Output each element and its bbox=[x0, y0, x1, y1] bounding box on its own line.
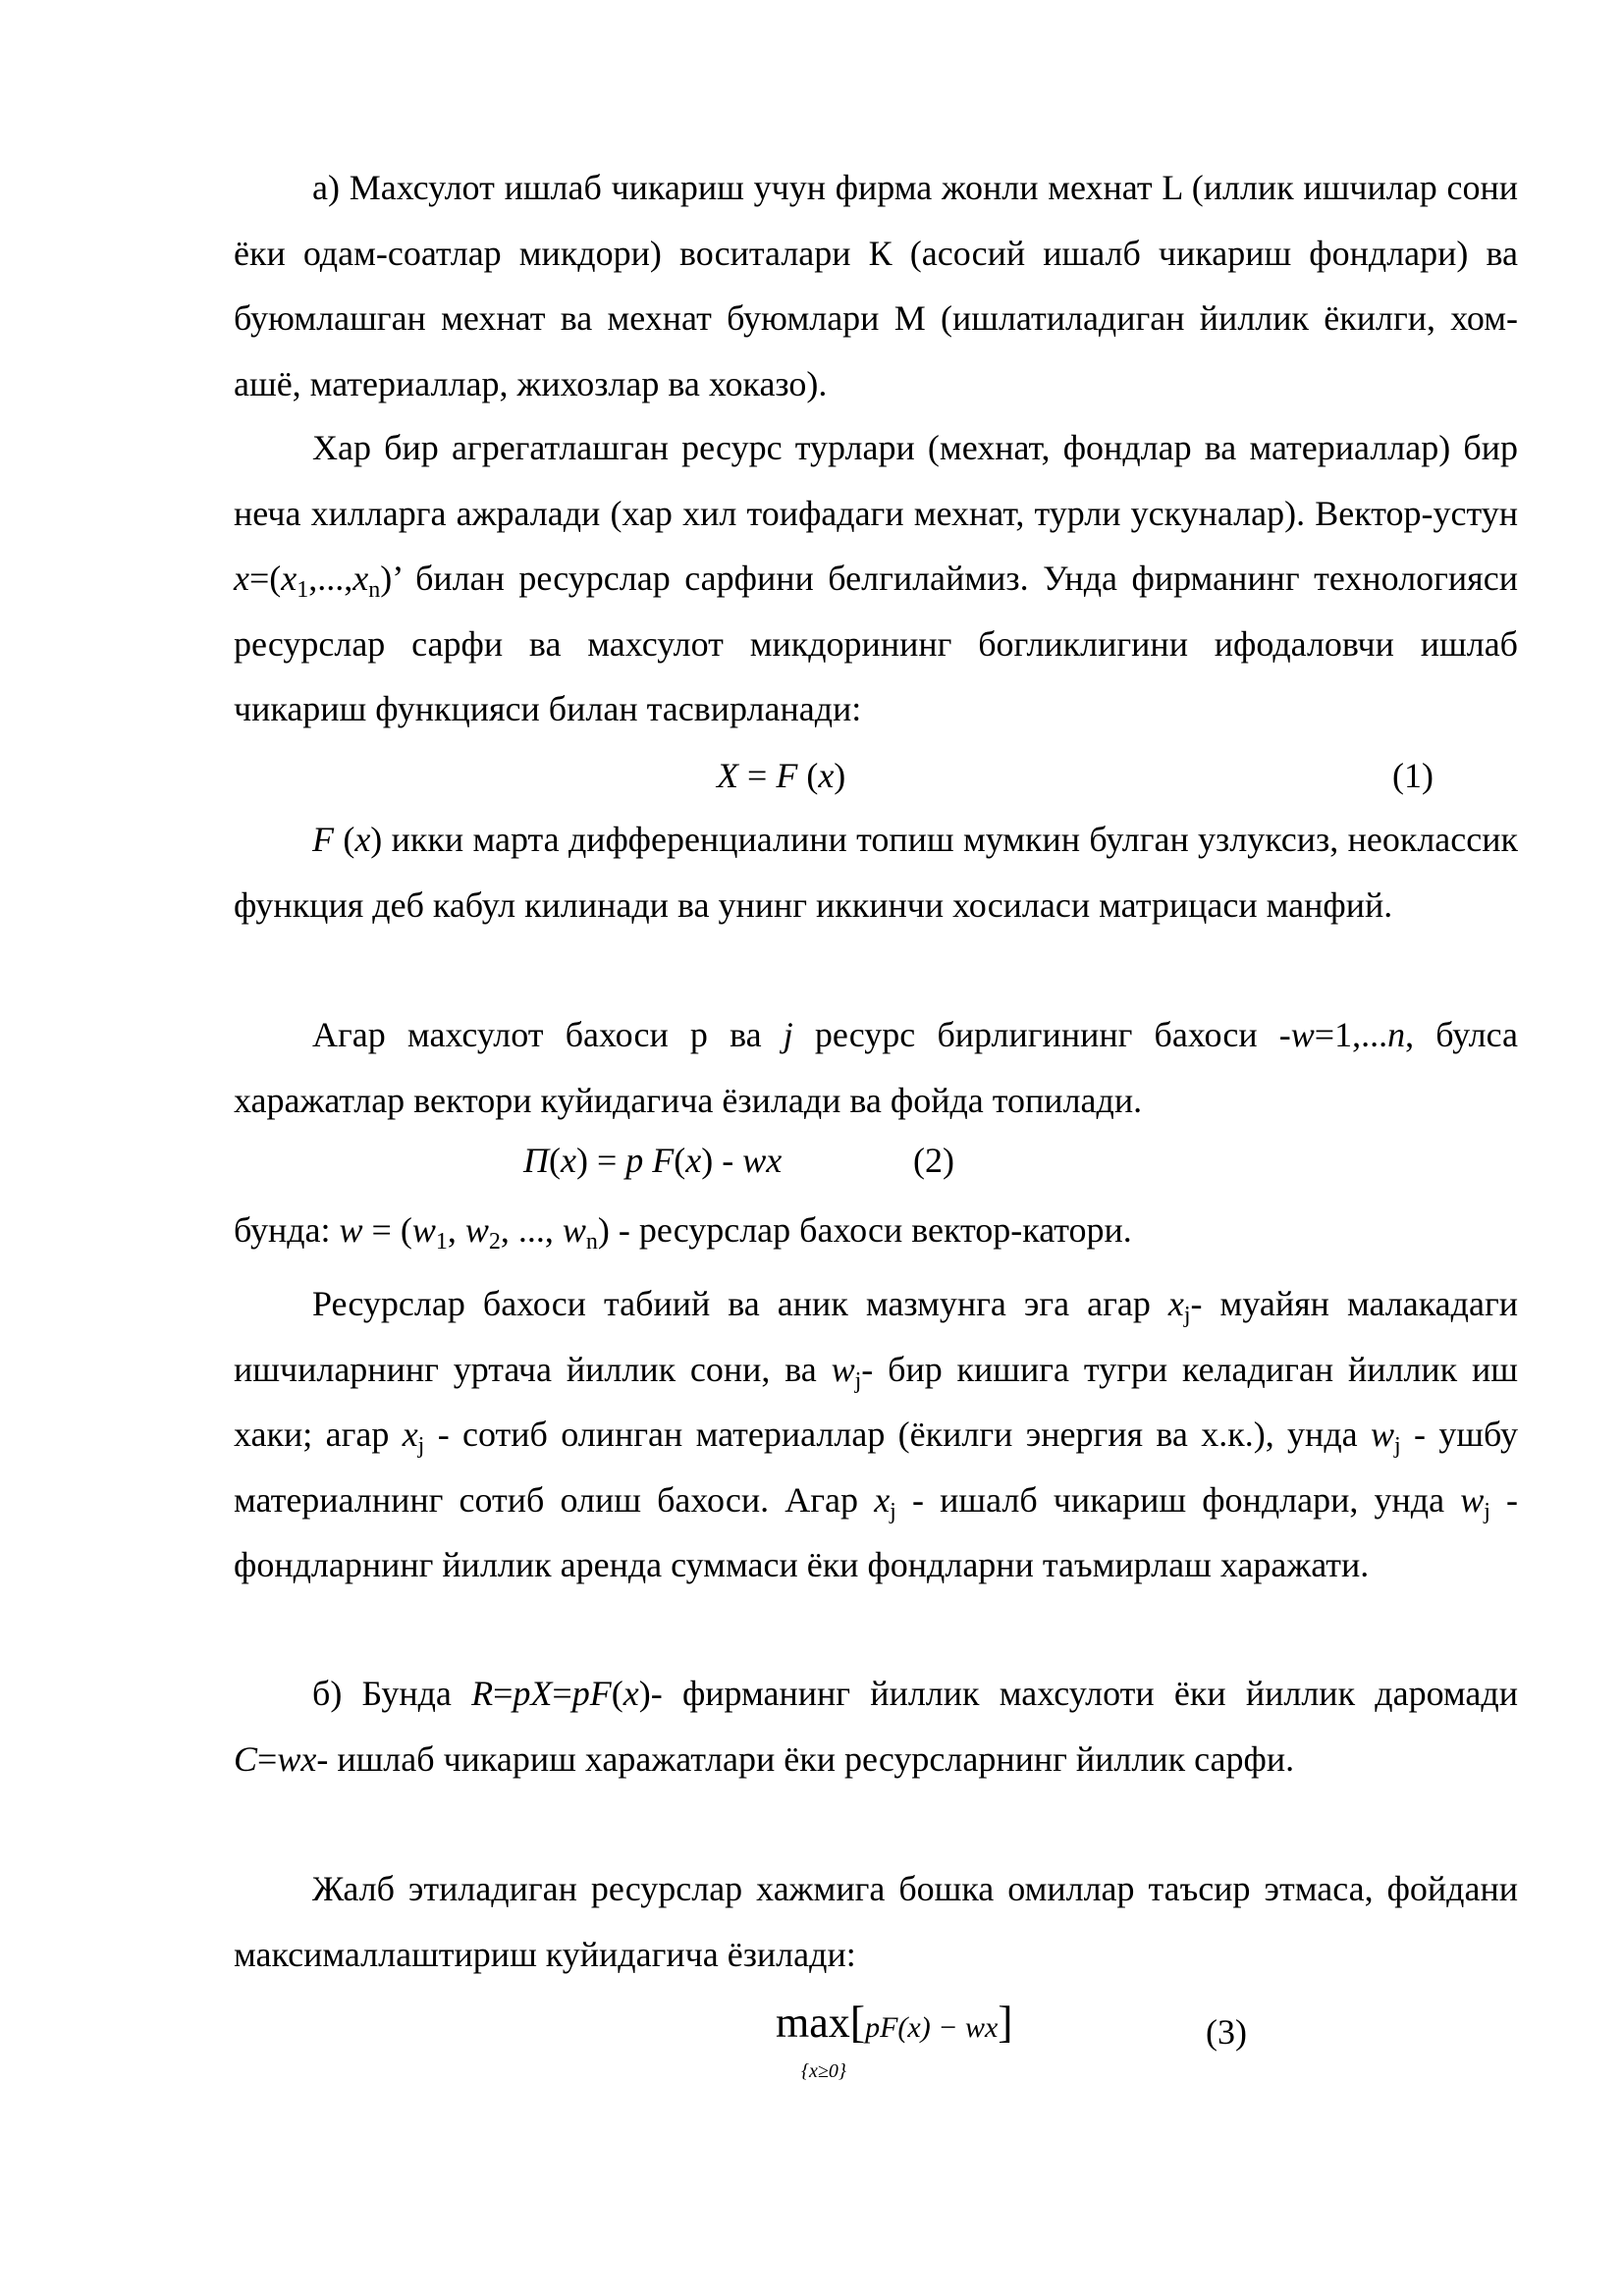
math-variable: F bbox=[312, 820, 334, 859]
math-operator: = ( bbox=[362, 1210, 412, 1250]
paragraph-revenue-costs bbox=[234, 1661, 1518, 1791]
paragraph-text: - бир кишига тугри келадиган йиллик иш хаки; агар bbox=[234, 1349, 1518, 1454]
math-operator: ( bbox=[611, 1674, 623, 1713]
math-variable: w bbox=[464, 1210, 489, 1250]
math-subscript: 1 bbox=[435, 1229, 448, 1255]
math-variable: w bbox=[1460, 1479, 1485, 1520]
math-operator: = bbox=[257, 1738, 278, 1779]
paragraph-text: - ушбу материалнинг сотиб олиш бахоси. Агар bbox=[234, 1415, 1519, 1520]
math-subscript: n bbox=[368, 577, 381, 603]
math-variable: w bbox=[411, 1210, 436, 1250]
math-subscript: j bbox=[1484, 1498, 1490, 1524]
math-variable: x bbox=[874, 1479, 891, 1520]
math-variable: w bbox=[1290, 1015, 1315, 1054]
math-operator: ( bbox=[674, 1141, 686, 1180]
math-bracket-right: ] bbox=[998, 1997, 1013, 2047]
equation-1 bbox=[717, 754, 845, 797]
math-max-operator: max bbox=[776, 1999, 850, 2047]
paragraph-prices bbox=[234, 1002, 1518, 1133]
math-operator: ) = bbox=[575, 1141, 626, 1180]
math-variable: wx bbox=[742, 1141, 783, 1180]
equation-number-3: (3) bbox=[1206, 2012, 1247, 2052]
paragraph-text: - сотиб олинган материаллар (ёкилги энергия ва х.к.), унда bbox=[424, 1415, 1371, 1454]
math-variable: C bbox=[234, 1738, 258, 1779]
paragraph-text: икки марта дифференциалини топиш мумкин булган узлуксиз, неоклассик функция деб кабул килинади ва унинг иккинчи хосиласи матрицаси манфий. bbox=[234, 820, 1518, 925]
math-subscript: j bbox=[1393, 1433, 1401, 1459]
math-variable: x bbox=[234, 559, 249, 598]
math-max-subscript: {x≥0} bbox=[801, 2060, 846, 2082]
math-subscript: j bbox=[890, 1498, 896, 1524]
math-variable: w bbox=[831, 1349, 855, 1389]
paragraph-text: , булса харажатлар вектори куйидагича ёзилади ва фойда топилади. bbox=[234, 1015, 1518, 1120]
math-variable: F bbox=[652, 1141, 675, 1180]
math-operator: , ..., bbox=[500, 1210, 563, 1250]
paragraph-text: - ишлаб чикариш харажатлари ёки ресурсларнинг йиллик сарфи. bbox=[316, 1738, 1295, 1779]
paragraph-text: Хар бир агрегатлашган ресурс турлари (мехнат, фондлар ва материаллар) бир неча хилларга ажралади (хар хил тоифадаги мехнат, турли ускуналар). Вектор-устун bbox=[234, 428, 1518, 533]
math-subscript: j bbox=[854, 1367, 862, 1394]
math-variable: x bbox=[1167, 1284, 1184, 1323]
paragraph-text: - фондларнинг йиллик аренда суммаси ёки фондларни таъмирлаш харажати. bbox=[234, 1479, 1519, 1584]
math-operator: =( bbox=[248, 559, 282, 598]
paragraph-resource-prices bbox=[234, 1271, 1518, 1598]
math-variable: П bbox=[523, 1141, 549, 1180]
paragraph-text: Жалб этиладиган ресурслар хажмига бошка омиллар таъсир этмаса, фойдани максималлаштириш куйидагича ёзилади: bbox=[234, 1869, 1518, 1974]
math-variable: p bbox=[625, 1141, 644, 1180]
paragraph-text: - муайян малакадаги ишчиларнинг уртача йиллик сони, ва bbox=[234, 1284, 1518, 1389]
math-variable: X bbox=[717, 756, 738, 795]
math-operator: = bbox=[738, 756, 777, 795]
paragraph-price-vector bbox=[234, 1198, 1518, 1263]
math-variable: n bbox=[1387, 1015, 1406, 1054]
paragraph-text: Агар махсулот бахоси р ва bbox=[312, 1015, 784, 1054]
math-operator: ( bbox=[549, 1141, 561, 1180]
math-subscript: 1 bbox=[297, 577, 309, 603]
paragraph-text: а) Махсулот ишлаб чикариш учун фирма жонли мехнат L (иллик ишчилар сони ёки одам-соатлар микдори) воситалари К (асосий ишалб чикариш фондлари) ва буюмлашган мехнат ва мехнат буюмлари М (ишлатиладиган йиллик ёкилги, хом-ашё, материаллар, жихозлар ва хоказо). bbox=[234, 168, 1518, 403]
paragraph-text: бунда: bbox=[234, 1210, 340, 1250]
math-operator: ( bbox=[334, 820, 355, 859]
math-variable: x bbox=[352, 559, 369, 598]
math-variable: j bbox=[783, 1015, 793, 1054]
math-variable: w bbox=[1370, 1415, 1394, 1454]
math-variable: w bbox=[562, 1210, 586, 1250]
equation-number-2: (2) bbox=[913, 1141, 954, 1180]
paragraph-neoclassical-function bbox=[234, 807, 1518, 937]
math-variable: pX bbox=[513, 1674, 553, 1713]
math-variable: x bbox=[622, 1674, 639, 1713]
paragraph-text: Ресурслар бахоси табиий ва аник мазмунга эга агар bbox=[312, 1284, 1168, 1323]
math-operator: ( bbox=[797, 756, 819, 795]
math-variable: x bbox=[685, 1141, 702, 1180]
math-variable: x bbox=[281, 559, 298, 598]
equation-2 bbox=[523, 1139, 782, 1182]
math-expression: pF(x) − wx bbox=[865, 2011, 999, 2044]
math-operator: ,..., bbox=[308, 559, 353, 598]
math-variable: x bbox=[561, 1141, 576, 1180]
paragraph-text: - фирманинг йиллик махсулоти ёки йиллик даромади bbox=[650, 1674, 1518, 1713]
math-variable: pF bbox=[571, 1674, 612, 1713]
paragraph-profit-maximization bbox=[234, 1856, 1518, 1987]
paragraph-resources-intro bbox=[234, 155, 1518, 416]
math-operator: = bbox=[552, 1674, 572, 1713]
math-variable: R bbox=[471, 1674, 494, 1713]
equation-number-1: (1) bbox=[1392, 756, 1434, 795]
paragraph-text: =1,... bbox=[1314, 1015, 1388, 1054]
paragraph-text: ресурс бирлигининг бахоси - bbox=[792, 1015, 1291, 1054]
math-variable: F bbox=[776, 756, 798, 795]
math-subscript: 2 bbox=[488, 1229, 501, 1255]
paragraph-aggregated-resources bbox=[234, 415, 1518, 742]
math-variable: x bbox=[818, 756, 835, 795]
math-subscript: j bbox=[417, 1433, 425, 1459]
math-operator: )’ bbox=[380, 559, 402, 598]
paragraph-text: - ишалб чикариш фондлари, унда bbox=[895, 1479, 1461, 1520]
math-operator: ) bbox=[834, 756, 846, 795]
math-operator: , bbox=[447, 1210, 465, 1250]
math-subscript: j bbox=[1183, 1303, 1191, 1328]
math-operator: ) bbox=[638, 1674, 651, 1713]
math-operator: = bbox=[493, 1674, 514, 1713]
math-variable: w bbox=[339, 1210, 363, 1250]
math-variable: x bbox=[402, 1415, 418, 1454]
paragraph-text: билан ресурслар сарфини белгилаймиз. Унда фирманинг технологияси ресурслар сарфи ва махсулот микдорининг богликлигини ифодаловчи ишлаб чикариш функцияси билан тасвирланади: bbox=[234, 559, 1518, 728]
math-operator: ) bbox=[370, 820, 383, 859]
math-variable: wx bbox=[277, 1738, 317, 1779]
math-subscript: n bbox=[585, 1229, 598, 1255]
math-operator: ) - bbox=[701, 1141, 743, 1180]
equation-3 bbox=[776, 1997, 1013, 2082]
math-variable: x bbox=[354, 820, 371, 859]
paragraph-text: ) - ресурслар бахоси вектор-катори. bbox=[597, 1210, 1132, 1250]
math-bracket-left: [ bbox=[849, 1997, 866, 2047]
paragraph-text: б) Бунда bbox=[312, 1674, 472, 1713]
